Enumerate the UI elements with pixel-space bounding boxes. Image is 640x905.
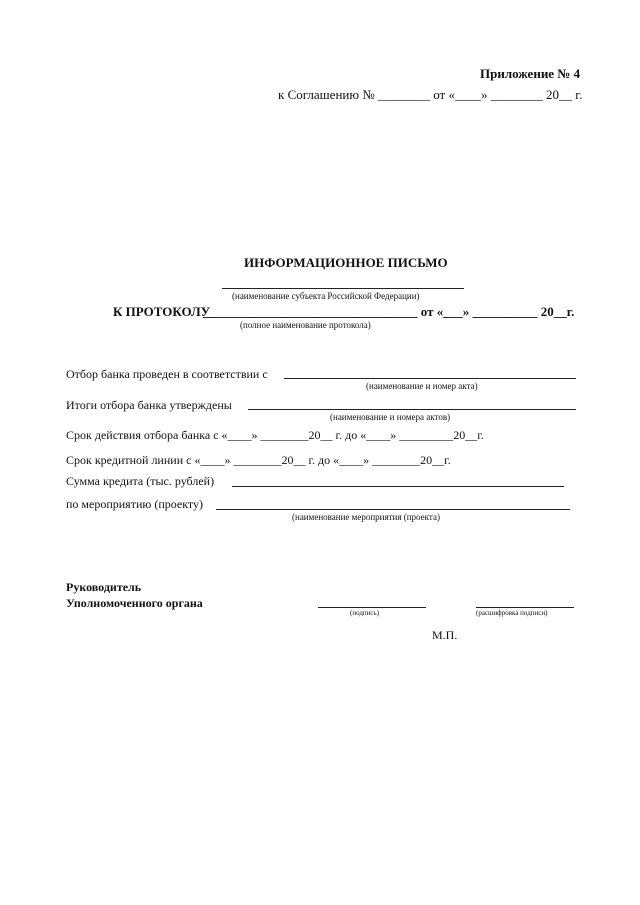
signature-decode-underline xyxy=(476,607,574,608)
event-underline xyxy=(216,509,570,510)
credit-amount-label: Сумма кредита (тыс. рублей) xyxy=(66,474,215,488)
credit-amount-underline xyxy=(232,486,564,487)
signature-caption: (подпись) xyxy=(350,609,380,617)
subject-caption: (наименование субъекта Российской Федерации) xyxy=(232,291,420,301)
signatory-title-line1: Руководитель xyxy=(66,580,142,594)
event-caption: (наименование мероприятия (проекта) xyxy=(292,512,440,522)
credit-line-period: Срок кредитной линии с «____» ________20__ г. до «____» ________20__г. xyxy=(66,453,451,467)
selection-results-label: Итоги отбора банка утверждены xyxy=(66,398,232,412)
protocol-prefix: К ПРОТОКОЛУ xyxy=(113,304,211,319)
signature-underline xyxy=(318,607,426,608)
protocol-caption: (полное наименование протокола) xyxy=(240,320,371,330)
selection-basis-label: Отбор банка проведен в соответствии с xyxy=(66,367,268,381)
appendix-number: Приложение № 4 xyxy=(480,66,581,81)
selection-basis-caption: (наименование и номер акта) xyxy=(366,381,478,391)
signatory-title-line2: Уполномоченного органа xyxy=(66,596,203,610)
selection-results-caption: (наименование и номера актов) xyxy=(330,412,451,422)
document-title: ИНФОРМАЦИОННОЕ ПИСЬМО xyxy=(244,255,448,270)
protocol-line: _________________________________ от «___» __________ 20__г. xyxy=(203,304,575,319)
signature-decode-caption: (расшифровка подписи) xyxy=(476,609,548,617)
subject-underline xyxy=(222,288,464,289)
selection-basis-underline xyxy=(284,378,576,379)
event-label: по мероприятию (проекту) xyxy=(66,497,203,511)
stamp-place: М.П. xyxy=(432,628,458,642)
selection-results-underline xyxy=(248,409,576,410)
selection-period: Срок действия отбора банка с «____» ________20__ г. до «____» _________20__г. xyxy=(66,428,484,442)
agreement-reference: к Соглашению № ________ от «____» ________ 20__ г. xyxy=(278,87,583,102)
